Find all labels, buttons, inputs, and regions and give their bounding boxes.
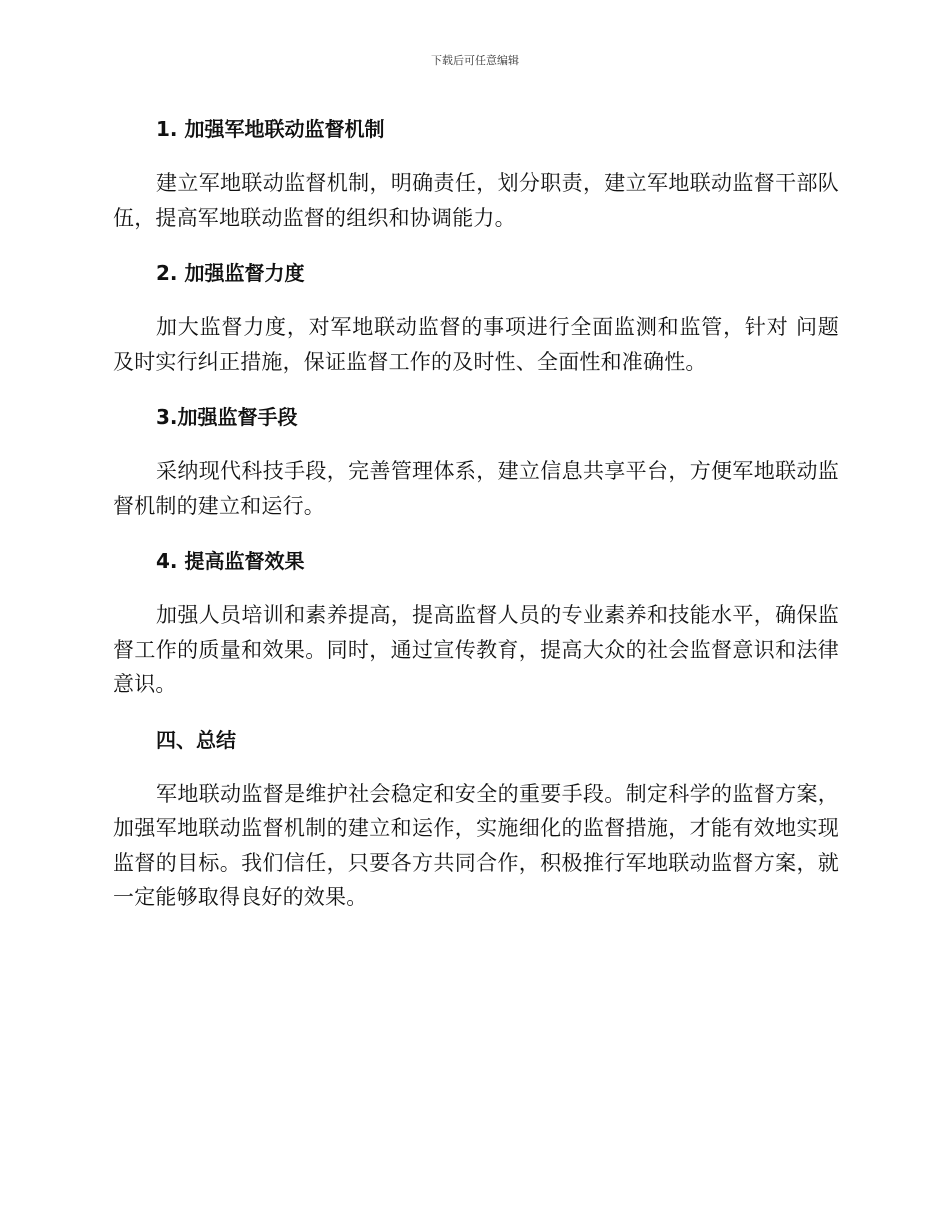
section-4-paragraph: 加强人员培训和素养提高，提高监督人员的专业素养和技能水平，确保监督工作的质量和效果。同时，通过宣传教育，提高大众的社会监督意识和法律意识。 [113, 603, 839, 696]
section-1-paragraph: 建立军地联动监督机制，明确责任，划分职责，建立军地联动监督干部队伍，提高军地联动监督的组织和协调能力。 [113, 171, 839, 230]
document-body [113, 108, 839, 932]
section-3-paragraph: 采纳现代科技手段，完善管理体系，建立信息共享平台，方便军地联动监督机制的建立和运行。 [113, 459, 839, 518]
section-1-heading: 1. 加强军地联动监督机制 [156, 117, 385, 141]
section-3-heading: 3.加强监督手段 [156, 405, 298, 429]
section-2-paragraph: 加大监督力度，对军地联动监督的事项进行全面监测和监管，针对 问题及时实行纠正措施，保证监督工作的及时性、全面性和准确性。 [113, 315, 839, 374]
summary-heading: 四、总结 [156, 727, 236, 752]
section-2-heading: 2. 加强监督力度 [156, 261, 305, 285]
section-4-heading: 4. 提高监督效果 [156, 549, 305, 573]
page-header-note: 下载后可任意编辑 [431, 54, 519, 67]
summary-paragraph: 军地联动监督是维护社会稳定和安全的重要手段。制定科学的监督方案，加强军地联动监督机制的建立和运作，实施细化的监督措施，才能有效地实现监督的目标。我们信任，只要各方共同合作，积极推行军地联动监督方案，就一定能够取得良好的效果。 [113, 781, 839, 909]
